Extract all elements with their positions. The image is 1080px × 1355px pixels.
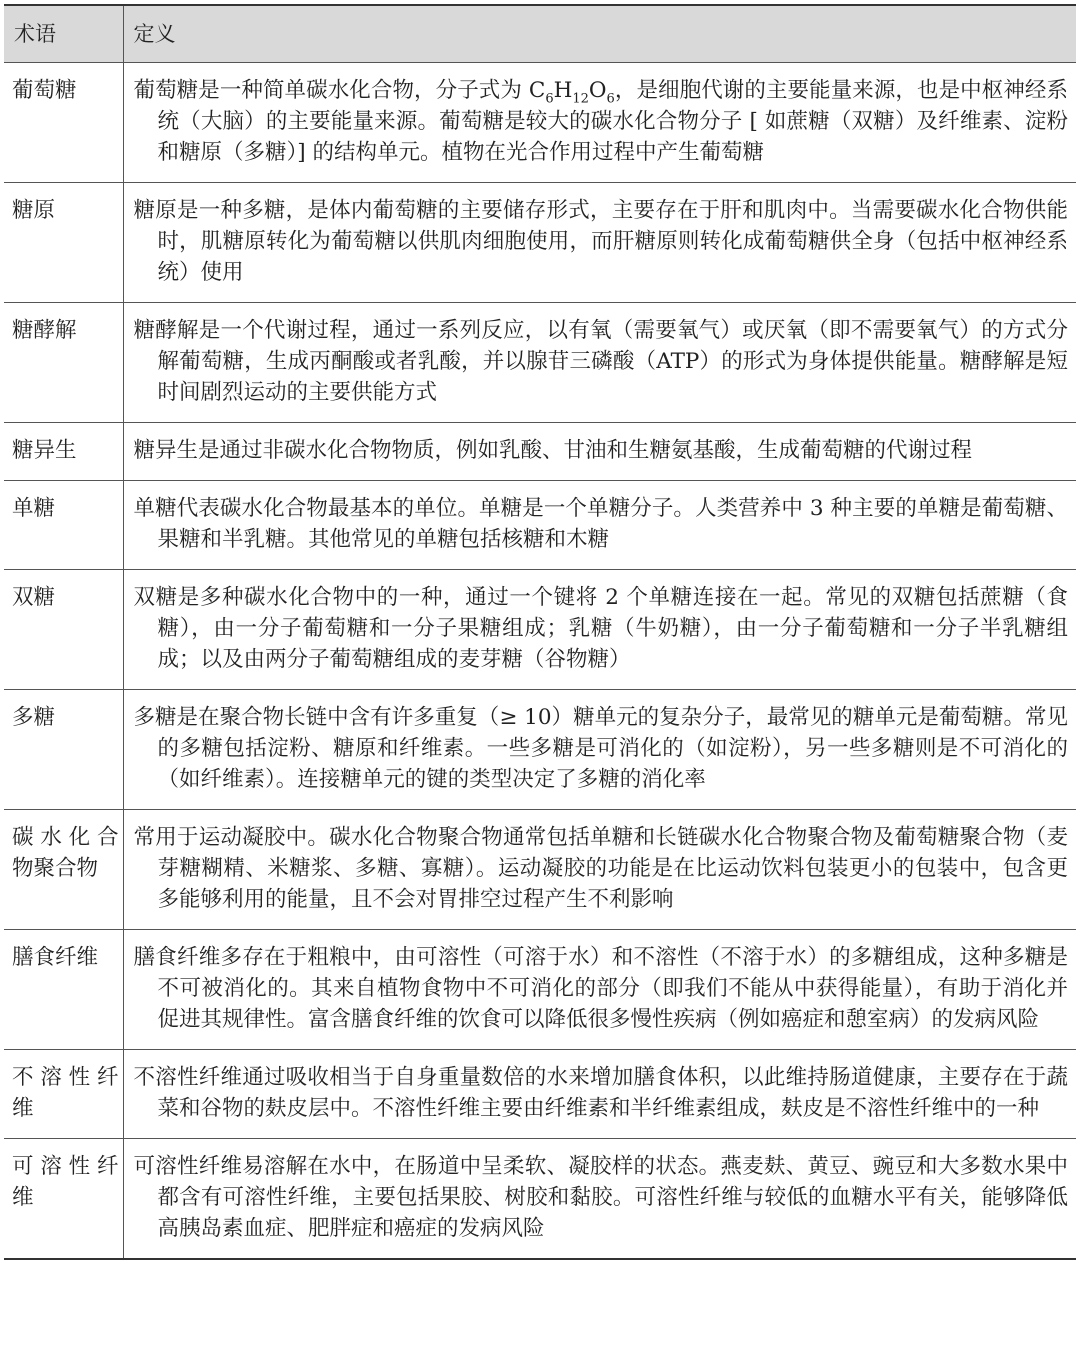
header-term: 术语 <box>4 5 123 63</box>
table-row <box>4 810 1076 930</box>
definition-text: 糖异生是通过非碳水化合物物质，例如乳酸、甘油和生糖氨基酸，生成葡萄糖的代谢过程 <box>133 438 973 463</box>
term-cell: 糖异生 <box>4 423 123 481</box>
definition-text: 可溶性纤维易溶解在水中，在肠道中呈柔软、凝胶样的状态。燕麦麸、黄豆、豌豆和大多数水果中都含有可溶性纤维，主要包括果胶、树胶和黏胶。可溶性纤维与较低的血糖水平有关，能够降低高胰岛素血症、肥胖症和癌症的发病风险 <box>133 1154 1068 1241</box>
table-row <box>4 1050 1076 1139</box>
table-header-row <box>4 5 1076 63</box>
definition-cell <box>123 690 1076 810</box>
definition-cell <box>123 810 1076 930</box>
definition-cell <box>123 1139 1076 1260</box>
term-cell: 不溶性纤维 <box>4 1050 123 1139</box>
definition-text: 双糖是多种碳水化合物中的一种，通过一个键将 2 个单糖连接在一起。常见的双糖包括蔗糖（食糖），由一分子葡萄糖和一分子果糖组成；乳糖（牛奶糖），由一分子葡萄糖和一分子半乳糖组成；以及由两分子葡萄糖组成的麦芽糖（谷物糖） <box>133 585 1068 672</box>
term-cell: 单糖 <box>4 481 123 570</box>
definition-cell <box>123 423 1076 481</box>
term-cell: 碳水化合物聚合物 <box>4 810 123 930</box>
definition-text: 糖酵解是一个代谢过程，通过一系列反应，以有氧（需要氧气）或厌氧（即不需要氧气）的方式分解葡萄糖，生成丙酮酸或者乳酸，并以腺苷三磷酸（ATP）的形式为身体提供能量。糖酵解是短时间剧烈运动的主要供能方式 <box>133 318 1068 405</box>
definition-text: 不溶性纤维通过吸收相当于自身重量数倍的水来增加膳食体积，以此维持肠道健康，主要存在于蔬菜和谷物的麸皮层中。不溶性纤维主要由纤维素和半纤维素组成，麸皮是不溶性纤维中的一种 <box>133 1065 1068 1121</box>
table-row <box>4 63 1076 183</box>
definition-cell <box>123 183 1076 303</box>
definition-cell <box>123 1050 1076 1139</box>
term-cell: 糖酵解 <box>4 303 123 423</box>
term-cell: 葡萄糖 <box>4 63 123 183</box>
definition-text: 糖原是一种多糖，是体内葡萄糖的主要储存形式，主要存在于肝和肌肉中。当需要碳水化合物供能时，肌糖原转化为葡萄糖以供肌肉细胞使用，而肝糖原则转化成葡萄糖供全身（包括中枢神经系统）使用 <box>133 198 1068 285</box>
term-cell: 多糖 <box>4 690 123 810</box>
definition-text: 单糖代表碳水化合物最基本的单位。单糖是一个单糖分子。人类营养中 3 种主要的单糖是葡萄糖、果糖和半乳糖。其他常见的单糖包括核糖和木糖 <box>133 496 1068 552</box>
term-cell: 糖原 <box>4 183 123 303</box>
definition-cell <box>123 481 1076 570</box>
table-row <box>4 930 1076 1050</box>
chemical-formula: $C_6H_{12}O_6$ <box>528 78 615 107</box>
definition-cell <box>123 570 1076 690</box>
glossary-table <box>4 4 1076 1260</box>
definition-text: 葡萄糖是一种简单碳水化合物，分子式为 $C_6H_{12}O_6$，是细胞代谢的主要能量来源，也是中枢神经系统（大脑）的主要能量来源。葡萄糖是较大的碳水化合物分子 [ 如蔗糖（双糖）及纤维素、淀粉和糖原（多糖）] 的结构单元。植物在光合作用过程中产生葡萄糖 <box>133 78 1068 165</box>
table-row <box>4 1139 1076 1260</box>
definition-text: 膳食纤维多存在于粗粮中，由可溶性（可溶于水）和不溶性（不溶于水）的多糖组成，这种多糖是不可被消化的。其来自植物食物中不可消化的部分（即我们不能从中获得能量），有助于消化并促进其规律性。富含膳食纤维的饮食可以降低很多慢性疾病（例如癌症和憩室病）的发病风险 <box>133 945 1068 1032</box>
definition-text: 常用于运动凝胶中。碳水化合物聚合物通常包括单糖和长链碳水化合物聚合物及葡萄糖聚合物（麦芽糖糊精、米糖浆、多糖、寡糖）。运动凝胶的功能是在比运动饮料包装更小的包装中，包含更多能够利用的能量，且不会对胃排空过程产生不利影响 <box>133 825 1068 912</box>
term-cell: 双糖 <box>4 570 123 690</box>
header-definition: 定义 <box>123 5 1076 63</box>
term-cell: 膳食纤维 <box>4 930 123 1050</box>
term-cell: 可溶性纤维 <box>4 1139 123 1260</box>
table-body <box>4 63 1076 1260</box>
definition-text: 多糖是在聚合物长链中含有许多重复（≥ 10）糖单元的复杂分子，最常见的糖单元是葡萄糖。常见的多糖包括淀粉、糖原和纤维素。一些多糖是可消化的（如淀粉），另一些多糖则是不可消化的（如纤维素）。连接糖单元的键的类型决定了多糖的消化率 <box>133 705 1068 792</box>
table-row <box>4 690 1076 810</box>
definition-cell <box>123 930 1076 1050</box>
table-row <box>4 481 1076 570</box>
table-row <box>4 183 1076 303</box>
table-row <box>4 303 1076 423</box>
definition-cell <box>123 303 1076 423</box>
definition-cell <box>123 63 1076 183</box>
table-row <box>4 570 1076 690</box>
table-row <box>4 423 1076 481</box>
